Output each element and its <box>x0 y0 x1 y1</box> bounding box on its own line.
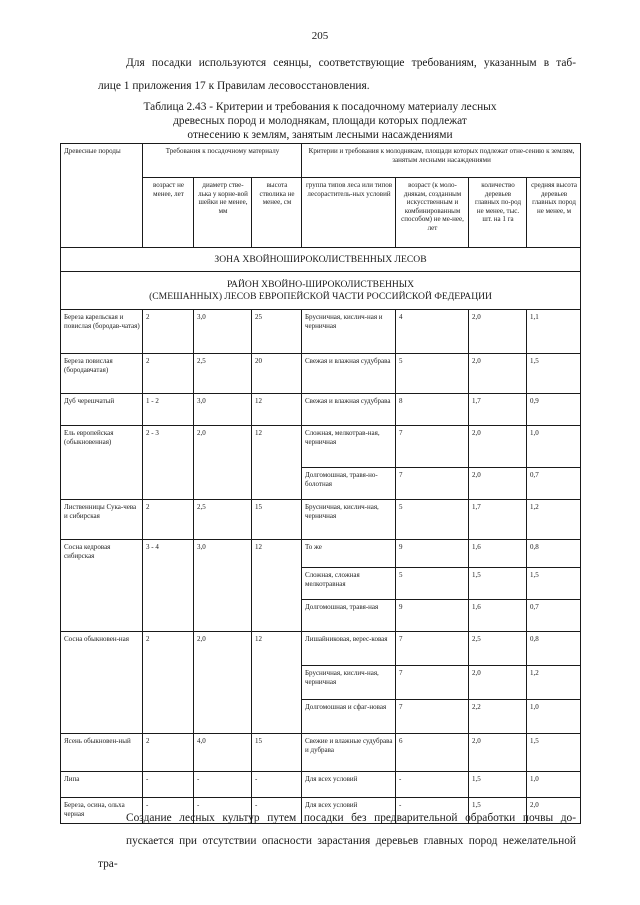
forest-type-cell: Сложная, мелкотрав-ная, черничная <box>302 426 396 468</box>
age-cell: 1 - 2 <box>143 394 194 426</box>
age-cell: - <box>143 772 194 798</box>
young-age-cell: 5 <box>396 354 469 394</box>
forest-type-cell: Свежие и влажные судубрава и дубрава <box>302 734 396 772</box>
diameter-cell: 2,0 <box>194 426 252 500</box>
tree-count-cell: 2,0 <box>469 734 527 772</box>
forest-type-cell: Сложная, сложная мелкотравная <box>302 568 396 600</box>
age-cell: 2 <box>143 354 194 394</box>
species-cell: Береза повислая (бородавчатая) <box>61 354 143 394</box>
height-cell: - <box>252 798 302 824</box>
header-planting-requirements: Требования к посадочному материалу <box>143 144 302 178</box>
average-height-cell: 1,2 <box>527 666 581 700</box>
forest-type-cell: Свежая и влажная судубрава <box>302 354 396 394</box>
table-row <box>61 772 581 798</box>
height-cell: 20 <box>252 354 302 394</box>
forest-type-cell: Для всех условий <box>302 798 396 824</box>
young-age-cell: 9 <box>396 540 469 568</box>
diameter-cell: 4,0 <box>194 734 252 772</box>
header-forest-type: группа типов леса или типов лесораститель-ных условий <box>302 178 396 248</box>
table-caption <box>60 100 580 142</box>
table-row <box>61 632 581 666</box>
header-height: высота стволика не менее, см <box>252 178 302 248</box>
diameter-cell: 3,0 <box>194 540 252 632</box>
caption-line-1: Таблица 2.43 - Критерии и требования к посадочному материалу лесных <box>143 101 497 113</box>
table-row <box>61 354 581 394</box>
diameter-cell: 3,0 <box>194 394 252 426</box>
intro-line-2: лице 1 приложения 17 к Правилам лесовосстановления. <box>98 80 370 92</box>
table-row <box>61 394 581 426</box>
page-number: 205 <box>311 30 329 42</box>
tree-count-cell: 2,2 <box>469 700 527 734</box>
height-cell: 12 <box>252 540 302 632</box>
species-cell: Ясень обыкновен-ный <box>61 734 143 772</box>
outro-line-1: Создание лесных культур путем посадки без предварительной обработки почвы до- <box>126 812 576 824</box>
tree-count-cell: 1,6 <box>469 600 527 632</box>
young-age-cell: 5 <box>396 568 469 600</box>
header-young-age: возраст (к моло-днякам, созданным искусственным и комбинированным способом) не ме-нее, лет <box>396 178 469 248</box>
average-height-cell: 0,8 <box>527 540 581 568</box>
tree-count-cell: 2,5 <box>469 632 527 666</box>
table-row <box>61 310 581 354</box>
average-height-cell: 1,0 <box>527 426 581 468</box>
diameter-cell: 3,0 <box>194 310 252 354</box>
outro-paragraph <box>98 807 576 876</box>
young-age-cell: - <box>396 772 469 798</box>
young-age-cell: 9 <box>396 600 469 632</box>
tree-count-cell: 2,0 <box>469 468 527 500</box>
diameter-cell: 2,5 <box>194 354 252 394</box>
species-cell: Береза карельская и повислая (бородав-чатая) <box>61 310 143 354</box>
header-young-stand-criteria: Критерии и требования к молоднякам, площади которых подлежат отне-сению к землям, занятым лесными насаждениями <box>302 144 581 178</box>
young-age-cell: 7 <box>396 700 469 734</box>
diameter-cell: 2,5 <box>194 500 252 540</box>
tree-count-cell: 2,0 <box>469 426 527 468</box>
tree-count-cell: 2,0 <box>469 666 527 700</box>
caption-line-2: древесных пород и молоднякам, площади которых подлежат <box>173 115 467 127</box>
average-height-cell: 1,1 <box>527 310 581 354</box>
tree-count-cell: 2,0 <box>469 354 527 394</box>
species-cell: Сосна кедровая сибирская <box>61 540 143 632</box>
header-species: Древесные породы <box>61 144 143 248</box>
forest-type-cell: Брусничная, кислич-ная и черничная <box>302 310 396 354</box>
average-height-cell: 2,0 <box>527 798 581 824</box>
table-row <box>61 500 581 540</box>
height-cell: 12 <box>252 426 302 500</box>
tree-count-cell: 2,0 <box>469 310 527 354</box>
forest-type-cell: То же <box>302 540 396 568</box>
average-height-cell: 1,5 <box>527 734 581 772</box>
species-cell: Береза, осина, ольха черная <box>61 798 143 824</box>
requirements-table <box>60 143 581 824</box>
age-cell: 2 <box>143 734 194 772</box>
average-height-cell: 1,0 <box>527 700 581 734</box>
average-height-cell: 1,0 <box>527 772 581 798</box>
header-age: возраст не менее, лет <box>143 178 194 248</box>
age-cell: 2 <box>143 500 194 540</box>
species-cell: Дуб черешчатый <box>61 394 143 426</box>
outro-line-2: пускается при отсутствии опасности зарастания деревьев главных пород нежелательной тра- <box>98 835 576 870</box>
species-cell: Липа <box>61 772 143 798</box>
table-row <box>61 540 581 568</box>
tree-count-cell: 1,5 <box>469 772 527 798</box>
age-cell: 3 - 4 <box>143 540 194 632</box>
forest-type-cell: Брусничная, кислич-ная, черничная <box>302 500 396 540</box>
young-age-cell: 7 <box>396 426 469 468</box>
height-cell: 12 <box>252 632 302 734</box>
average-height-cell: 0,8 <box>527 632 581 666</box>
height-cell: 15 <box>252 734 302 772</box>
height-cell: 25 <box>252 310 302 354</box>
forest-type-cell: Для всех условий <box>302 772 396 798</box>
age-cell: - <box>143 798 194 824</box>
caption-line-3: отнесению к землям, занятым лесными насаждениями <box>187 129 453 141</box>
tree-count-cell: 1,5 <box>469 568 527 600</box>
average-height-cell: 1,5 <box>527 568 581 600</box>
intro-paragraph <box>98 52 576 98</box>
header-average-height: средняя высота деревьев главных пород не менее, м <box>527 178 581 248</box>
height-cell: - <box>252 772 302 798</box>
forest-type-cell: Свежая и влажная судубрава <box>302 394 396 426</box>
young-age-cell: 6 <box>396 734 469 772</box>
forest-type-cell: Долгомошная и сфаг-новая <box>302 700 396 734</box>
region-line-2: (СМЕШАННЫХ) ЛЕСОВ ЕВРОПЕЙСКОЙ ЧАСТИ РОССИЙСКОЙ ФЕДЕРАЦИИ <box>149 290 492 302</box>
young-age-cell: 4 <box>396 310 469 354</box>
region-line-1: РАЙОН ХВОЙНО-ШИРОКОЛИСТВЕННЫХ <box>226 278 415 290</box>
tree-count-cell: 1,7 <box>469 394 527 426</box>
height-cell: 12 <box>252 394 302 426</box>
header-diameter: диаметр стве-лька у корне-вой шейки не менее, мм <box>194 178 252 248</box>
intro-line-1: Для посадки используются сеянцы, соответствующие требованиям, указанным в таб- <box>126 57 576 69</box>
young-age-cell: 8 <box>396 394 469 426</box>
young-age-cell: 7 <box>396 632 469 666</box>
average-height-cell: 0,7 <box>527 468 581 500</box>
age-cell: 2 <box>143 632 194 734</box>
average-height-cell: 1,5 <box>527 354 581 394</box>
table-row <box>61 734 581 772</box>
species-cell: Лиственницы Сука-чева и сибирская <box>61 500 143 540</box>
tree-count-cell: 1,6 <box>469 540 527 568</box>
region-row <box>61 272 581 310</box>
young-age-cell: 7 <box>396 666 469 700</box>
species-cell: Сосна обыкновен-ная <box>61 632 143 734</box>
average-height-cell: 1,2 <box>527 500 581 540</box>
diameter-cell: 2,0 <box>194 632 252 734</box>
forest-type-cell: Долгомошная, травя-но-болотная <box>302 468 396 500</box>
diameter-cell: - <box>194 772 252 798</box>
forest-type-cell: Долгомошная, травя-ная <box>302 600 396 632</box>
young-age-cell: 5 <box>396 500 469 540</box>
diameter-cell: - <box>194 798 252 824</box>
age-cell: 2 <box>143 310 194 354</box>
table-row <box>61 426 581 468</box>
height-cell: 15 <box>252 500 302 540</box>
age-cell: 2 - 3 <box>143 426 194 500</box>
average-height-cell: 0,7 <box>527 600 581 632</box>
young-age-cell: - <box>396 798 469 824</box>
forest-type-cell: Лишайниковая, верес-ковая <box>302 632 396 666</box>
average-height-cell: 0,9 <box>527 394 581 426</box>
species-cell: Ель европейская (обыкновенная) <box>61 426 143 500</box>
tree-count-cell: 1,5 <box>469 798 527 824</box>
tree-count-cell: 1,7 <box>469 500 527 540</box>
zone-row: ЗОНА ХВОЙНОШИРОКОЛИСТВЕННЫХ ЛЕСОВ <box>61 248 581 272</box>
young-age-cell: 7 <box>396 468 469 500</box>
forest-type-cell: Брусничная, кислич-ная, черничная <box>302 666 396 700</box>
header-tree-count: количество деревьев главных по-род не менее, тыс. шт. на 1 га <box>469 178 527 248</box>
